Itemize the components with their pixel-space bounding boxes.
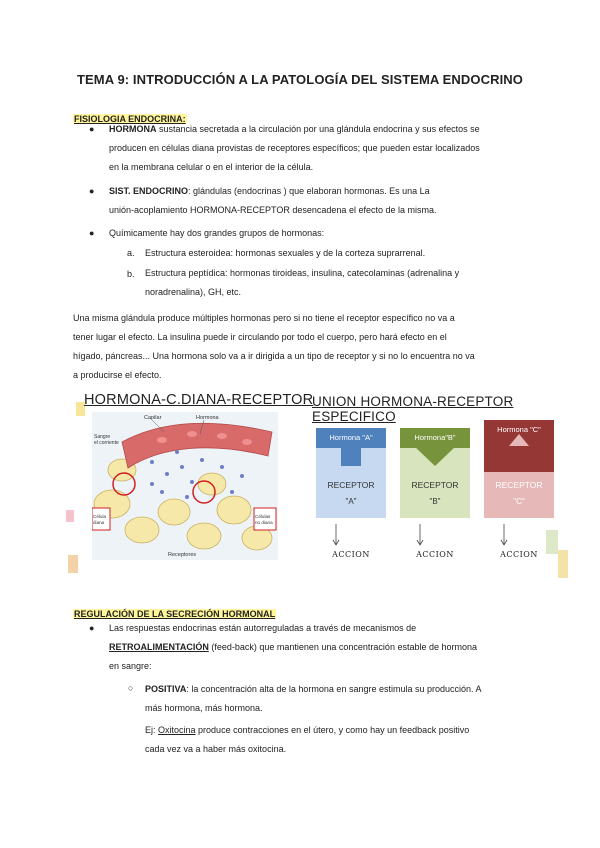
- receptor-label: RECEPTOR: [327, 480, 375, 490]
- section-heading-regulacion: REGULACIÓN DE LA SECRECIÓN HORMONAL: [74, 609, 276, 619]
- action-label: ACCION: [500, 550, 538, 559]
- hormone-label: Hormona"B": [414, 433, 456, 442]
- bullet-dot: ●: [89, 124, 95, 134]
- receptor-label: RECEPTOR: [411, 480, 459, 490]
- label-box-no-diana: [254, 508, 276, 530]
- hormone-label: Hormona "C": [497, 425, 541, 434]
- sist-endocrino-definition: SIST. ENDOCRINO: glándulas (endocrinas ) que elaboran hormonas. Es una La unión-acoplamiento HORMONA-RECEPTOR desencadena el efecto de la misma.: [109, 186, 437, 215]
- retroalimentacion-text: Las respuestas endocrinas están autorreguladas a través de mecanismos de RETROALIMENTACIÓN (feed-back) que mantienen una concentración estable de hormona en sangre:: [109, 623, 477, 671]
- bullet-dot: ●: [89, 228, 95, 238]
- receptor-binding-diagram: [312, 420, 572, 580]
- bullet-dot: ●: [89, 623, 95, 633]
- sub-marker-b: b.: [127, 269, 135, 279]
- label-box-diana: [92, 508, 110, 530]
- action-label: ACCION: [416, 550, 454, 559]
- decor-square: [68, 555, 78, 573]
- hormona-definition: HORMONA sustancia secretada a la circulación por una glándula endocrina y sus efectos se producen en células diana provistas de receptores específicos; que pueden estar localizados en la membrana celular o en el interior de la célula.: [109, 124, 480, 172]
- positiva-text: POSITIVA: la concentración alta de la hormona en sangre estimula su producción. A más hormona, más hormona.: [145, 684, 482, 713]
- hormone-key-square: [341, 446, 361, 466]
- label-celula-diana: Célula diana: [93, 514, 107, 525]
- label-hormona: Hormona: [196, 415, 219, 421]
- ejemplo-oxitocina: Ej: Oxitocina produce contracciones en el útero, y como hay un feedback positivo cada vez va a haber más oxitocina.: [145, 725, 470, 754]
- right-figure-title: UNION HORMONA-RECEPTOR ESPECIFICO: [312, 394, 514, 424]
- label-celulas-no-diana: Células no diana: [255, 514, 273, 525]
- figure-hormona-receptor: [76, 380, 568, 590]
- label-receptores: Receptores: [168, 552, 197, 558]
- page-title: TEMA 9: INTRODUCCIÓN A LA PATOLOGÍA DEL SISTEMA ENDOCRINO: [76, 72, 524, 87]
- bullet-dot: ●: [89, 186, 95, 196]
- receptor-label: RECEPTOR: [495, 480, 543, 490]
- sub-item-peptidica: Estructura peptídica: hormonas tiroideas, insulina, catecolaminas (adrenalina y noradrenalina), GH, etc.: [145, 268, 460, 297]
- receptor-letter: "B": [429, 497, 441, 506]
- target-cell-illustration: [92, 412, 278, 560]
- left-figure-title: HORMONA-C.DIANA-RECEPTOR: [84, 392, 314, 408]
- label-capilar: Capilar: [144, 415, 162, 421]
- decor-square: [66, 510, 74, 522]
- paragraph-receptor: Una misma glándula produce múltiples hormonas pero si no tiene el receptor específico no va a tener lugar el efecto. La insulina puede ir circulando por todo el cuerpo, pero hará efecto en el hígado, páncreas... Una hormona solo va a ir dirigida a un tipo de receptor y si no lo encuentra no va a producirse el efecto.: [73, 313, 475, 380]
- sub-item-esteroidea: Estructura esteroidea: hormonas sexuales y de la corteza suprarrenal.: [145, 248, 426, 258]
- sub-marker-a: a.: [127, 248, 135, 258]
- receptor-letter: "C": [513, 497, 525, 506]
- section-heading-fisiologia: FISIOLOGIA ENDOCRINA:: [74, 114, 186, 124]
- label-sangre: Sangre: [94, 434, 111, 440]
- circle-bullet: ○: [128, 683, 134, 693]
- hormone-label: Hormona "A": [329, 433, 373, 442]
- label-corriente: el corriente: [94, 440, 119, 446]
- action-label: ACCION: [332, 550, 370, 559]
- grupos-hormonas: Químicamente hay dos grandes grupos de hormonas:: [109, 228, 325, 238]
- receptor-letter: "A": [345, 497, 357, 506]
